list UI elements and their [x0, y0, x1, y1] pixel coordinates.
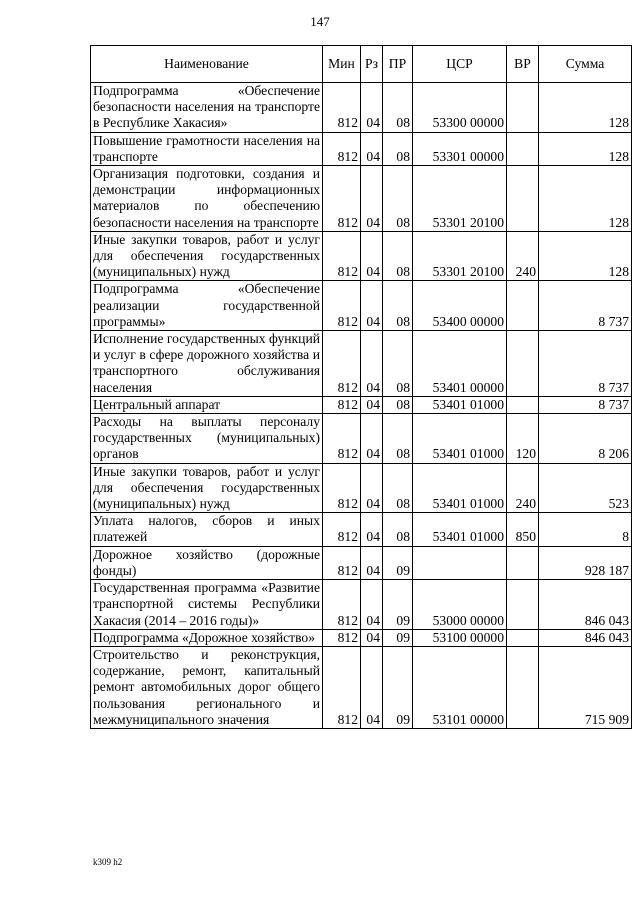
header-sum: Сумма: [539, 46, 632, 83]
row-vr: [507, 281, 539, 331]
row-min: 812: [323, 166, 361, 232]
row-min: 812: [323, 83, 361, 133]
row-name: Государственная программа «Развитие транспортной системы Республики Хакасия (2014 – 2016 годы)»: [91, 580, 323, 630]
row-name: Дорожное хозяйство (дорожные фонды): [91, 546, 323, 579]
row-csr: 53301 20100: [413, 166, 507, 232]
row-min: 812: [323, 580, 361, 630]
row-sum: 523: [539, 463, 632, 513]
row-vr: [507, 83, 539, 133]
row-rz: 04: [361, 546, 383, 579]
row-pr: 08: [383, 513, 413, 546]
row-pr: 08: [383, 463, 413, 513]
row-pr: 09: [383, 629, 413, 646]
row-csr: 53401 00000: [413, 331, 507, 397]
row-pr: 08: [383, 331, 413, 397]
row-csr: [413, 546, 507, 579]
row-sum: 128: [539, 166, 632, 232]
row-min: 812: [323, 629, 361, 646]
table-header-row: [91, 46, 632, 83]
row-name: Иные закупки товаров, работ и услуг для обеспечения государственных (муниципальных) нужд: [91, 463, 323, 513]
row-min: 812: [323, 646, 361, 728]
row-vr: 120: [507, 414, 539, 464]
table-row: [91, 231, 632, 281]
row-pr: 09: [383, 580, 413, 630]
table-row: [91, 414, 632, 464]
row-vr: 240: [507, 463, 539, 513]
row-pr: 09: [383, 546, 413, 579]
row-rz: 04: [361, 281, 383, 331]
row-rz: 04: [361, 513, 383, 546]
table-row: [91, 331, 632, 397]
row-min: 812: [323, 513, 361, 546]
row-min: 812: [323, 331, 361, 397]
table-row: [91, 83, 632, 133]
row-rz: 04: [361, 231, 383, 281]
row-min: 812: [323, 281, 361, 331]
row-vr: [507, 580, 539, 630]
row-rz: 04: [361, 580, 383, 630]
header-min: Мин: [323, 46, 361, 83]
table-row: [91, 396, 632, 413]
table-row: [91, 132, 632, 165]
table-row: [91, 629, 632, 646]
row-sum: 128: [539, 132, 632, 165]
row-rz: 04: [361, 396, 383, 413]
row-rz: 04: [361, 646, 383, 728]
row-vr: [507, 396, 539, 413]
row-csr: 53401 01000: [413, 396, 507, 413]
row-vr: [507, 629, 539, 646]
row-name: Организация подготовки, создания и демонстрации информационных материалов по обеспечению безопасности населения на транспорте: [91, 166, 323, 232]
row-sum: 8 737: [539, 331, 632, 397]
table-row: [91, 546, 632, 579]
row-pr: 08: [383, 281, 413, 331]
row-csr: 53301 00000: [413, 132, 507, 165]
row-vr: 240: [507, 231, 539, 281]
row-rz: 04: [361, 166, 383, 232]
row-name: Центральный аппарат: [91, 396, 323, 413]
row-sum: 128: [539, 83, 632, 133]
row-name: Расходы на выплаты персоналу государственных (муниципальных) органов: [91, 414, 323, 464]
header-pr: ПР: [383, 46, 413, 83]
row-sum: 8 206: [539, 414, 632, 464]
header-vr: ВР: [507, 46, 539, 83]
row-csr: 53100 00000: [413, 629, 507, 646]
row-rz: 04: [361, 331, 383, 397]
row-rz: 04: [361, 83, 383, 133]
row-csr: 53401 01000: [413, 513, 507, 546]
row-pr: 08: [383, 396, 413, 413]
row-sum: 928 187: [539, 546, 632, 579]
row-min: 812: [323, 396, 361, 413]
row-name: Строительство и реконструкция, содержание, ремонт, капитальный ремонт автомобильных дорог общего пользования регионального и межмуниципального значения: [91, 646, 323, 728]
header-name: Наименование: [91, 46, 323, 83]
table-row: [91, 646, 632, 728]
row-pr: 08: [383, 166, 413, 232]
table-row: [91, 463, 632, 513]
row-rz: 04: [361, 414, 383, 464]
table-row: [91, 513, 632, 546]
row-pr: 08: [383, 414, 413, 464]
row-vr: [507, 331, 539, 397]
row-pr: 08: [383, 83, 413, 133]
header-rz: Рз: [361, 46, 383, 83]
header-csr: ЦСР: [413, 46, 507, 83]
row-rz: 04: [361, 132, 383, 165]
row-name: Подпрограмма «Дорожное хозяйство»: [91, 629, 323, 646]
row-sum: 846 043: [539, 580, 632, 630]
row-name: Подпрограмма «Обеспечение реализации государственной программы»: [91, 281, 323, 331]
row-pr: 09: [383, 646, 413, 728]
table-row: [91, 166, 632, 232]
row-vr: 850: [507, 513, 539, 546]
budget-table: [90, 45, 632, 729]
row-csr: 53000 00000: [413, 580, 507, 630]
table-row: [91, 281, 632, 331]
row-vr: [507, 166, 539, 232]
table-row: [91, 580, 632, 630]
row-min: 812: [323, 231, 361, 281]
row-csr: 53101 00000: [413, 646, 507, 728]
row-min: 812: [323, 546, 361, 579]
row-name: Исполнение государственных функций и услуг в сфере дорожного хозяйства и транспортного обслуживания населения: [91, 331, 323, 397]
page-number: 147: [310, 14, 330, 29]
row-name: Иные закупки товаров, работ и услуг для обеспечения государственных (муниципальных) нужд: [91, 231, 323, 281]
row-name: Повышение грамотности населения на транспорте: [91, 132, 323, 165]
footer-code: k309 h2: [93, 857, 123, 867]
row-rz: 04: [361, 463, 383, 513]
row-name: Подпрограмма «Обеспечение безопасности населения на транспорте в Республике Хакасия»: [91, 83, 323, 133]
row-pr: 08: [383, 231, 413, 281]
row-pr: 08: [383, 132, 413, 165]
row-csr: 53301 20100: [413, 231, 507, 281]
row-vr: [507, 546, 539, 579]
row-sum: 128: [539, 231, 632, 281]
row-csr: 53401 01000: [413, 414, 507, 464]
row-min: 812: [323, 463, 361, 513]
row-vr: [507, 646, 539, 728]
row-csr: 53401 01000: [413, 463, 507, 513]
row-sum: 846 043: [539, 629, 632, 646]
row-min: 812: [323, 132, 361, 165]
row-name: Уплата налогов, сборов и иных платежей: [91, 513, 323, 546]
row-rz: 04: [361, 629, 383, 646]
row-sum: 8: [539, 513, 632, 546]
row-vr: [507, 132, 539, 165]
row-csr: 53400 00000: [413, 281, 507, 331]
row-sum: 8 737: [539, 281, 632, 331]
row-sum: 8 737: [539, 396, 632, 413]
row-csr: 53300 00000: [413, 83, 507, 133]
row-sum: 715 909: [539, 646, 632, 728]
row-min: 812: [323, 414, 361, 464]
